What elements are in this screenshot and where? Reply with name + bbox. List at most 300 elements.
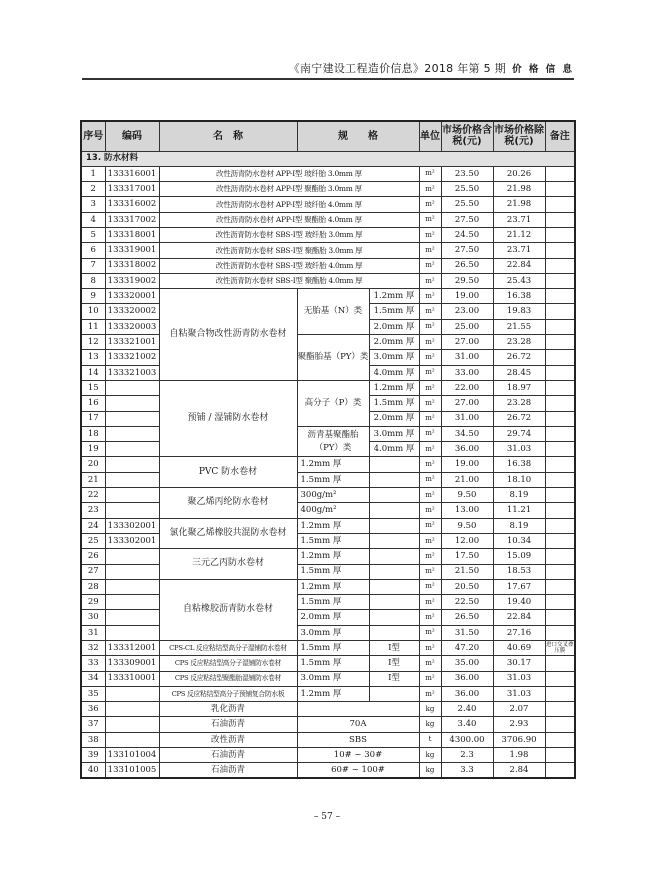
cell-grade bbox=[369, 564, 419, 579]
cell-price-tax: 4300.00 bbox=[441, 732, 493, 747]
cell-code: 133320003 bbox=[105, 319, 159, 334]
cell-price-notax: 31.03 bbox=[493, 686, 545, 701]
cell-price-tax: 25.50 bbox=[441, 182, 493, 197]
cell-price-tax: 2.3 bbox=[441, 748, 493, 763]
cell-price-notax: 21.55 bbox=[493, 319, 545, 334]
cell-spec: 3.0mm 厚 bbox=[297, 625, 369, 640]
price-table-container bbox=[80, 120, 574, 779]
cell-unit: m² bbox=[419, 350, 441, 365]
cell-seq: 26 bbox=[81, 549, 105, 564]
cell-name: 改性沥青防水卷材 SBS-Ⅰ型 玻纤胎 4.0mm 厚 bbox=[159, 258, 419, 273]
cell-price-notax: 16.38 bbox=[493, 289, 545, 304]
cell-price-notax: 23.71 bbox=[493, 212, 545, 227]
cell-unit: m² bbox=[419, 396, 441, 411]
cell-price-tax: 27.50 bbox=[441, 212, 493, 227]
cell-seq: 21 bbox=[81, 472, 105, 487]
cell-seq: 28 bbox=[81, 579, 105, 594]
cell-price-notax: 19.83 bbox=[493, 304, 545, 319]
cell-unit: m² bbox=[419, 212, 441, 227]
cell-spec: 1.5mm 厚 bbox=[369, 304, 419, 319]
cell-name: 改性沥青 bbox=[159, 732, 297, 747]
cell-note bbox=[545, 212, 575, 227]
cell-price-notax: 23.71 bbox=[493, 243, 545, 258]
cell-unit: m² bbox=[419, 365, 441, 380]
cell-note bbox=[545, 610, 575, 625]
cell-spec: 400g/m² bbox=[297, 503, 369, 518]
subgroup-cell: 聚酯胎基（PY）类 bbox=[297, 335, 369, 381]
cell-spec: 1.2mm 厚 bbox=[297, 457, 369, 472]
cell-code bbox=[105, 457, 159, 472]
table-row bbox=[81, 258, 575, 273]
cell-price-notax: 1.98 bbox=[493, 748, 545, 763]
cell-seq: 20 bbox=[81, 457, 105, 472]
cell-grade bbox=[369, 686, 419, 701]
cell-price-notax: 23.28 bbox=[493, 396, 545, 411]
cell-unit: m² bbox=[419, 518, 441, 533]
cell-code bbox=[105, 442, 159, 457]
cell-price-tax: 26.50 bbox=[441, 610, 493, 625]
cell-price-notax: 2.84 bbox=[493, 763, 545, 778]
cell-price-notax: 20.26 bbox=[493, 166, 545, 181]
page-number: – 57 – bbox=[313, 812, 341, 822]
col-header-price-notax: 市场价格除税(元) bbox=[493, 121, 545, 151]
table-row bbox=[81, 197, 575, 212]
cell-spec: 1.2mm 厚 bbox=[369, 289, 419, 304]
cell-unit: m² bbox=[419, 289, 441, 304]
cell-seq: 13 bbox=[81, 350, 105, 365]
price-table bbox=[80, 120, 576, 779]
cell-note bbox=[545, 166, 575, 181]
col-header-note: 备注 bbox=[545, 121, 575, 151]
table-row bbox=[81, 595, 575, 610]
cell-spec: 1.2mm 厚 bbox=[297, 549, 369, 564]
cell-code: 133310001 bbox=[105, 671, 159, 686]
cell-unit: m² bbox=[419, 595, 441, 610]
cell-note bbox=[545, 227, 575, 242]
cell-price-tax: 9.50 bbox=[441, 518, 493, 533]
cell-note bbox=[545, 243, 575, 258]
table-row bbox=[81, 426, 575, 441]
table-header-row bbox=[81, 121, 575, 151]
table-row bbox=[81, 579, 575, 594]
cell-unit: m² bbox=[419, 533, 441, 548]
cell-seq: 40 bbox=[81, 763, 105, 778]
cell-note bbox=[545, 335, 575, 350]
cell-note bbox=[545, 411, 575, 426]
cell-seq: 29 bbox=[81, 595, 105, 610]
cell-price-notax: 28.45 bbox=[493, 365, 545, 380]
cell-seq: 8 bbox=[81, 273, 105, 288]
cell-spec: 2.0mm 厚 bbox=[369, 411, 419, 426]
cell-spec: 1.5mm 厚 bbox=[297, 564, 369, 579]
cell-note bbox=[545, 763, 575, 778]
cell-code bbox=[105, 564, 159, 579]
cell-code bbox=[105, 579, 159, 594]
table-row bbox=[81, 488, 575, 503]
cell-seq: 24 bbox=[81, 518, 105, 533]
table-row bbox=[81, 717, 575, 732]
cell-seq: 38 bbox=[81, 732, 105, 747]
cell-price-tax: 47.20 bbox=[441, 641, 493, 656]
cell-spec: 1.5mm 厚 bbox=[297, 472, 369, 487]
cell-seq: 5 bbox=[81, 227, 105, 242]
cell-note bbox=[545, 549, 575, 564]
cell-grade: Ⅰ型 bbox=[369, 641, 419, 656]
table-row bbox=[81, 380, 575, 395]
cell-seq: 11 bbox=[81, 319, 105, 334]
cell-note bbox=[545, 396, 575, 411]
subgroup-cell: 沥青基聚酯胎（PY）类 bbox=[297, 426, 369, 457]
cell-code: 133317002 bbox=[105, 212, 159, 227]
cell-seq: 22 bbox=[81, 488, 105, 503]
cell-price-notax: 21.98 bbox=[493, 182, 545, 197]
cell-unit: m² bbox=[419, 610, 441, 625]
cell-seq: 10 bbox=[81, 304, 105, 319]
header-title: 《南宁建设工程造价信息》2018 年第 5 期 bbox=[288, 62, 507, 75]
cell-price-notax: 8.19 bbox=[493, 518, 545, 533]
cell-name: 改性沥青防水卷材 APP-Ⅰ型 玻纤胎 3.0mm 厚 bbox=[159, 166, 419, 181]
cell-spec: 2.0mm 厚 bbox=[369, 335, 419, 350]
cell-grade bbox=[369, 518, 419, 533]
cell-spec: 10# ~ 30# bbox=[297, 748, 419, 763]
cell-code: 133312001 bbox=[105, 641, 159, 656]
cell-seq: 33 bbox=[81, 656, 105, 671]
cell-name: 石油沥青 bbox=[159, 717, 297, 732]
cell-code: 133316002 bbox=[105, 197, 159, 212]
group-name-cell: 三元乙丙防水卷材 bbox=[159, 549, 297, 580]
cell-note bbox=[545, 595, 575, 610]
cell-unit: m² bbox=[419, 411, 441, 426]
table-row bbox=[81, 748, 575, 763]
cell-unit: m² bbox=[419, 671, 441, 686]
cell-spec: 1.5mm 厚 bbox=[297, 595, 369, 610]
cell-price-tax: 36.00 bbox=[441, 671, 493, 686]
table-row bbox=[81, 289, 575, 304]
cell-spec: 3.0mm 厚 bbox=[369, 426, 419, 441]
cell-code bbox=[105, 488, 159, 503]
cell-price-tax: 19.00 bbox=[441, 457, 493, 472]
cell-code: 133101004 bbox=[105, 748, 159, 763]
cell-unit: m² bbox=[419, 426, 441, 441]
cell-price-tax: 31.00 bbox=[441, 350, 493, 365]
cell-seq: 14 bbox=[81, 365, 105, 380]
cell-code bbox=[105, 380, 159, 395]
cell-note bbox=[545, 748, 575, 763]
table-row bbox=[81, 518, 575, 533]
cell-price-tax: 9.50 bbox=[441, 488, 493, 503]
cell-price-notax: 29.74 bbox=[493, 426, 545, 441]
cell-note bbox=[545, 579, 575, 594]
cell-grade bbox=[369, 610, 419, 625]
cell-seq: 16 bbox=[81, 396, 105, 411]
cell-unit: m² bbox=[419, 442, 441, 457]
cell-price-tax: 35.00 bbox=[441, 656, 493, 671]
table-row bbox=[81, 273, 575, 288]
cell-spec: 2.0mm 厚 bbox=[297, 610, 369, 625]
cell-name: CPS 反应粘结型高分子预铺复合防水板 bbox=[159, 686, 297, 701]
cell-unit: m² bbox=[419, 625, 441, 640]
cell-grade bbox=[369, 472, 419, 487]
cell-code: 133319002 bbox=[105, 273, 159, 288]
cell-name: 改性沥青防水卷材 SBS-Ⅰ型 玻纤胎 3.0mm 厚 bbox=[159, 227, 419, 242]
cell-price-notax: 17.67 bbox=[493, 579, 545, 594]
table-row bbox=[81, 610, 575, 625]
cell-seq: 7 bbox=[81, 258, 105, 273]
cell-price-tax: 36.00 bbox=[441, 686, 493, 701]
cell-spec: 1.2mm 厚 bbox=[297, 518, 369, 533]
cell-seq: 18 bbox=[81, 426, 105, 441]
table-row bbox=[81, 182, 575, 197]
cell-price-notax: 8.19 bbox=[493, 488, 545, 503]
col-header-name: 名 称 bbox=[159, 121, 297, 151]
cell-note bbox=[545, 426, 575, 441]
cell-spec: 300g/m² bbox=[297, 488, 369, 503]
cell-price-notax: 18.53 bbox=[493, 564, 545, 579]
cell-code: 133321002 bbox=[105, 350, 159, 365]
cell-seq: 9 bbox=[81, 289, 105, 304]
cell-price-tax: 25.50 bbox=[441, 197, 493, 212]
table-row bbox=[81, 533, 575, 548]
cell-seq: 32 bbox=[81, 641, 105, 656]
cell-name: 改性沥青防水卷材 APP-Ⅰ型 聚酯胎 4.0mm 厚 bbox=[159, 212, 419, 227]
cell-price-notax: 18.97 bbox=[493, 380, 545, 395]
cell-name: 改性沥青防水卷材 APP-Ⅰ型 聚酯胎 3.0mm 厚 bbox=[159, 182, 419, 197]
cell-grade bbox=[369, 457, 419, 472]
cell-note bbox=[545, 350, 575, 365]
cell-note bbox=[545, 273, 575, 288]
cell-note bbox=[545, 488, 575, 503]
cell-price-tax: 13.00 bbox=[441, 503, 493, 518]
table-row bbox=[81, 702, 575, 717]
table-row bbox=[81, 243, 575, 258]
cell-note bbox=[545, 656, 575, 671]
cell-price-notax: 16.38 bbox=[493, 457, 545, 472]
group-name-cell: 自粘聚合物改性沥青防水卷材 bbox=[159, 289, 297, 381]
cell-price-tax: 23.50 bbox=[441, 166, 493, 181]
cell-grade: Ⅰ型 bbox=[369, 671, 419, 686]
cell-grade bbox=[369, 488, 419, 503]
cell-note bbox=[545, 671, 575, 686]
cell-spec: 70A bbox=[297, 717, 419, 732]
cell-price-tax: 20.50 bbox=[441, 579, 493, 594]
cell-unit: m² bbox=[419, 472, 441, 487]
table-row bbox=[81, 472, 575, 487]
header-suffix: 价 格 信 息 bbox=[512, 64, 574, 75]
table-row bbox=[81, 732, 575, 747]
cell-spec: 3.0mm 厚 bbox=[369, 350, 419, 365]
cell-code bbox=[105, 472, 159, 487]
cell-code: 133318001 bbox=[105, 227, 159, 242]
table-row bbox=[81, 641, 575, 656]
cell-note bbox=[545, 732, 575, 747]
cell-unit: m² bbox=[419, 335, 441, 350]
cell-seq: 27 bbox=[81, 564, 105, 579]
cell-unit: m² bbox=[419, 457, 441, 472]
cell-price-notax: 26.72 bbox=[493, 350, 545, 365]
cell-price-tax: 26.50 bbox=[441, 258, 493, 273]
cell-note bbox=[545, 702, 575, 717]
cell-seq: 34 bbox=[81, 671, 105, 686]
cell-spec: 1.5mm 厚 bbox=[369, 396, 419, 411]
cell-price-notax: 11.21 bbox=[493, 503, 545, 518]
cell-seq: 35 bbox=[81, 686, 105, 701]
table-row bbox=[81, 503, 575, 518]
cell-price-tax: 25.00 bbox=[441, 319, 493, 334]
table-row bbox=[81, 671, 575, 686]
table-row bbox=[81, 625, 575, 640]
cell-grade bbox=[369, 549, 419, 564]
cell-price-notax: 10.34 bbox=[493, 533, 545, 548]
cell-name: 改性沥青防水卷材 APP-Ⅰ型 玻纤胎 4.0mm 厚 bbox=[159, 197, 419, 212]
cell-unit: m² bbox=[419, 656, 441, 671]
cell-seq: 4 bbox=[81, 212, 105, 227]
cell-code: 133101005 bbox=[105, 763, 159, 778]
cell-unit: m² bbox=[419, 488, 441, 503]
cell-price-tax: 36.00 bbox=[441, 442, 493, 457]
cell-note bbox=[545, 442, 575, 457]
cell-unit: m² bbox=[419, 227, 441, 242]
cell-price-notax: 26.72 bbox=[493, 411, 545, 426]
cell-spec: 3.0mm 厚 bbox=[297, 671, 369, 686]
cell-code bbox=[105, 426, 159, 441]
cell-grade bbox=[369, 533, 419, 548]
cell-note bbox=[545, 380, 575, 395]
cell-price-tax: 2.40 bbox=[441, 702, 493, 717]
group-name-cell: 氯化聚乙烯橡胶共混防水卷材 bbox=[159, 518, 297, 549]
cell-code: 133321001 bbox=[105, 335, 159, 350]
cell-unit: m² bbox=[419, 166, 441, 181]
group-name-cell: PVC 防水卷材 bbox=[159, 457, 297, 488]
cell-code: 133316001 bbox=[105, 166, 159, 181]
cell-price-tax: 31.00 bbox=[441, 411, 493, 426]
cell-unit: m² bbox=[419, 579, 441, 594]
cell-note bbox=[545, 289, 575, 304]
col-header-unit: 单位 bbox=[419, 121, 441, 151]
cell-price-notax: 23.28 bbox=[493, 335, 545, 350]
table-row bbox=[81, 212, 575, 227]
cell-seq: 3 bbox=[81, 197, 105, 212]
cell-seq: 19 bbox=[81, 442, 105, 457]
cell-unit: m² bbox=[419, 564, 441, 579]
cell-note bbox=[545, 518, 575, 533]
cell-note bbox=[545, 717, 575, 732]
cell-price-notax: 19.40 bbox=[493, 595, 545, 610]
cell-unit: m² bbox=[419, 380, 441, 395]
cell-unit: m² bbox=[419, 197, 441, 212]
cell-name: 石油沥青 bbox=[159, 748, 297, 763]
cell-code bbox=[105, 625, 159, 640]
cell-price-notax: 21.98 bbox=[493, 197, 545, 212]
cell-unit: m² bbox=[419, 273, 441, 288]
cell-spec: 1.2mm 厚 bbox=[369, 380, 419, 395]
cell-code bbox=[105, 702, 159, 717]
cell-name: 改性沥青防水卷材 SBS-Ⅰ型 聚酯胎 4.0mm 厚 bbox=[159, 273, 419, 288]
table-row bbox=[81, 763, 575, 778]
cell-price-tax: 33.00 bbox=[441, 365, 493, 380]
cell-code: 133302001 bbox=[105, 518, 159, 533]
cell-price-tax: 17.50 bbox=[441, 549, 493, 564]
cell-seq: 15 bbox=[81, 380, 105, 395]
cell-grade bbox=[369, 503, 419, 518]
cell-price-tax: 23.00 bbox=[441, 304, 493, 319]
col-header-price-tax: 市场价格含税(元) bbox=[441, 121, 493, 151]
cell-seq: 39 bbox=[81, 748, 105, 763]
cell-code: 133320002 bbox=[105, 304, 159, 319]
cell-seq: 31 bbox=[81, 625, 105, 640]
cell-price-tax: 22.00 bbox=[441, 380, 493, 395]
table-row bbox=[81, 227, 575, 242]
cell-price-notax: 2.93 bbox=[493, 717, 545, 732]
cell-unit: m² bbox=[419, 304, 441, 319]
cell-price-notax: 27.16 bbox=[493, 625, 545, 640]
cell-price-notax: 2.07 bbox=[493, 702, 545, 717]
cell-price-notax: 15.09 bbox=[493, 549, 545, 564]
cell-price-tax: 27.00 bbox=[441, 335, 493, 350]
cell-seq: 6 bbox=[81, 243, 105, 258]
cell-spec bbox=[297, 702, 419, 717]
cell-grade: Ⅰ型 bbox=[369, 656, 419, 671]
cell-code bbox=[105, 595, 159, 610]
cell-price-tax: 3.3 bbox=[441, 763, 493, 778]
cell-price-tax: 21.50 bbox=[441, 564, 493, 579]
cell-code bbox=[105, 717, 159, 732]
cell-price-notax: 40.69 bbox=[493, 641, 545, 656]
cell-note bbox=[545, 472, 575, 487]
cell-name: 石油沥青 bbox=[159, 763, 297, 778]
table-row bbox=[81, 166, 575, 181]
cell-code bbox=[105, 549, 159, 564]
cell-name: 改性沥青防水卷材 SBS-Ⅰ型 聚酯胎 3.0mm 厚 bbox=[159, 243, 419, 258]
cell-spec: 4.0mm 厚 bbox=[369, 442, 419, 457]
cell-unit: m² bbox=[419, 243, 441, 258]
cell-note bbox=[545, 365, 575, 380]
cell-code bbox=[105, 610, 159, 625]
cell-spec: SBS bbox=[297, 732, 419, 747]
table-row bbox=[81, 686, 575, 701]
cell-spec: 1.2mm 厚 bbox=[297, 686, 369, 701]
cell-unit: m² bbox=[419, 549, 441, 564]
cell-seq: 25 bbox=[81, 533, 105, 548]
cell-unit: m² bbox=[419, 258, 441, 273]
col-header-seq: 序号 bbox=[81, 121, 105, 151]
cell-price-tax: 12.00 bbox=[441, 533, 493, 548]
table-row bbox=[81, 335, 575, 350]
cell-seq: 12 bbox=[81, 335, 105, 350]
table-row bbox=[81, 564, 575, 579]
cell-price-notax: 22.84 bbox=[493, 610, 545, 625]
cell-unit: kg bbox=[419, 763, 441, 778]
cell-spec: 1.5mm 厚 bbox=[297, 641, 369, 656]
cell-spec: 1.2mm 厚 bbox=[297, 579, 369, 594]
cell-seq: 36 bbox=[81, 702, 105, 717]
cell-price-tax: 31.50 bbox=[441, 625, 493, 640]
header-rule bbox=[82, 78, 574, 80]
cell-price-tax: 34.50 bbox=[441, 426, 493, 441]
cell-code bbox=[105, 503, 159, 518]
cell-seq: 2 bbox=[81, 182, 105, 197]
cell-unit: m² bbox=[419, 641, 441, 656]
table-row bbox=[81, 656, 575, 671]
cell-name: CPS-CL 反应粘结型高分子湿铺防水卷材 bbox=[159, 641, 297, 656]
col-header-spec: 规 格 bbox=[297, 121, 419, 151]
cell-note bbox=[545, 533, 575, 548]
cell-note bbox=[545, 304, 575, 319]
cell-price-notax: 31.03 bbox=[493, 442, 545, 457]
cell-unit: kg bbox=[419, 748, 441, 763]
cell-note bbox=[545, 686, 575, 701]
cell-grade bbox=[369, 625, 419, 640]
cell-price-tax: 27.50 bbox=[441, 243, 493, 258]
